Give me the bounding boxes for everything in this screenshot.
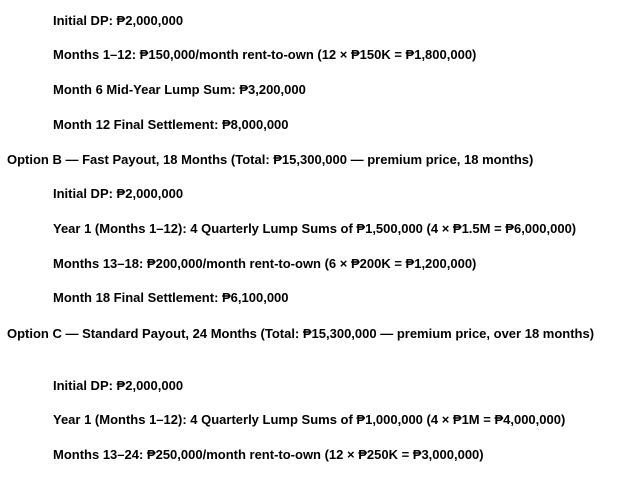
- option-c-year-1-lump-sums: Year 1 (Months 1–12): 4 Quarterly Lump Sums of ₱1,000,000 (4 × ₱1M = ₱4,000,000): [53, 412, 566, 427]
- option-b-year-1-lump-sums: Year 1 (Months 1–12): 4 Quarterly Lump Sums of ₱1,500,000 (4 × ₱1.5M = ₱6,000,000): [53, 221, 577, 236]
- option-a-final-settlement: Month 12 Final Settlement: ₱8,000,000: [53, 117, 289, 132]
- option-b-initial-dp: Initial DP: ₱2,000,000: [53, 186, 184, 201]
- option-a-months-1-12: Months 1–12: ₱150,000/month rent-to-own (12 × ₱150K = ₱1,800,000): [53, 47, 477, 62]
- option-c-heading: Option C — Standard Payout, 24 Months (Total: ₱15,300,000 — premium price, over 18 months): [7, 326, 595, 341]
- option-b-months-13-18: Months 13–18: ₱200,000/month rent-to-own (6 × ₱200K = ₱1,200,000): [53, 256, 477, 271]
- option-b-final-settlement: Month 18 Final Settlement: ₱6,100,000: [53, 290, 289, 305]
- option-c-months-13-24: Months 13–24: ₱250,000/month rent-to-own (12 × ₱250K = ₱3,000,000): [53, 447, 484, 462]
- option-c-initial-dp: Initial DP: ₱2,000,000: [53, 378, 184, 393]
- option-a-mid-year-lump-sum: Month 6 Mid-Year Lump Sum: ₱3,200,000: [53, 82, 306, 97]
- option-a-initial-dp: Initial DP: ₱2,000,000: [53, 13, 184, 28]
- option-b-heading: Option B — Fast Payout, 18 Months (Total: ₱15,300,000 — premium price, 18 months): [7, 152, 534, 167]
